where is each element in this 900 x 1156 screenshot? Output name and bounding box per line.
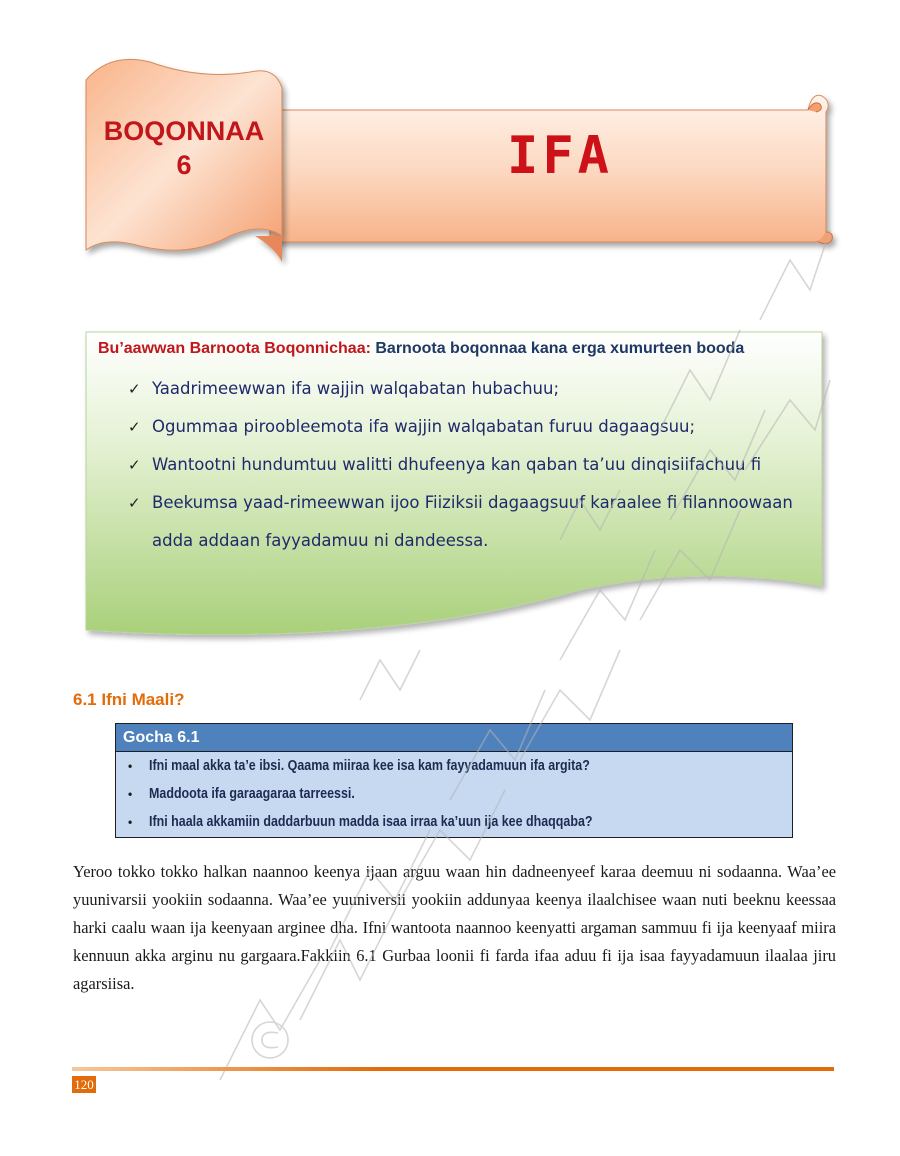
chapter-number: 6 [176,150,192,180]
bullet-icon: • [128,759,133,773]
activity-text: Maddoota ifa garaagaraa tarreessi. [149,786,355,802]
activity-title: Gocha 6.1 [116,724,792,752]
page-number: 120 [72,1076,96,1093]
chapter-word: BOQONNAA [103,116,265,146]
check-icon: ✓ [128,380,141,398]
objectives-heading [98,340,818,358]
activity-item [116,780,792,808]
footer-rule [72,1067,834,1071]
activity-text: Ifni haala akkamiin daddarbuun madda isaa irraa ka’uun ija kee dhaqqaba? [149,814,593,830]
check-icon: ✓ [128,418,141,436]
objective-text: Ogummaa piroobleemota ifa wajjin walqabatan furuu dagaagsuu; [152,417,696,436]
objective-item [128,370,818,408]
activity-item [116,808,792,836]
bullet-icon: • [128,787,133,801]
activity-box [115,723,793,838]
check-icon: ✓ [128,456,141,474]
activity-list [116,752,792,836]
activity-text: Ifni maal akka ta’e ibsi. Qaama miiraa kee isa kam fayyadamuun ifa argita? [149,758,590,774]
check-icon: ✓ [128,494,141,512]
objective-item [128,446,818,484]
objective-item [128,484,818,522]
objective-text: Wantootni hundumtuu walitti dhufeenya kan qaban ta’uu dinqisiifachuu fi [152,455,762,474]
objective-text: Yaadrimeewwan ifa wajjin walqabatan hubachuu; [152,379,560,398]
objectives-heading-rest: Barnoota boqonnaa kana erga xumurteen booda [375,340,745,357]
objective-item-continued [128,522,818,560]
objectives-list [128,370,818,560]
bullet-icon: • [128,815,133,829]
objective-item [128,408,818,446]
section-heading: 6.1 Ifni Maali? [73,690,185,709]
chapter-label [82,114,286,182]
objectives-heading-lead: Bu’aawwan Barnoota Boqonnichaa: [98,340,371,357]
activity-item [116,752,792,780]
objective-text: Beekumsa yaad-rimeewwan ijoo Fiiziksii dagaagsuuf karaalee fi filannoowaan [152,493,793,512]
objective-text: adda addaan fayyadamuu ni dandeessa. [152,531,489,550]
chapter-title: IFA [507,126,613,186]
body-paragraph: Yeroo tokko tokko halkan naannoo keenya ijaan arguu waan hin dadneenyeef karaa deemuu ni sodaanna. Waa’ee yuunivarsii yookiin sodaanna. Waa’ee yuuniversii yookiin addunyaa keenya ilaalchisee waan nuti beeknu keessaa harki caalu waan ija keenyaan arginee dha. Ifni wantoota naannoo keenyatti argaman sammuu fi ija keenyaaf miira kennuun akka arginu nu gargaara.Fakkiin 6.1 Gurbaa loonii fi farda ifaa aduu fi ija isaa fayyadamuun ilaalaa jiru agarsiisa. [73,862,836,993]
